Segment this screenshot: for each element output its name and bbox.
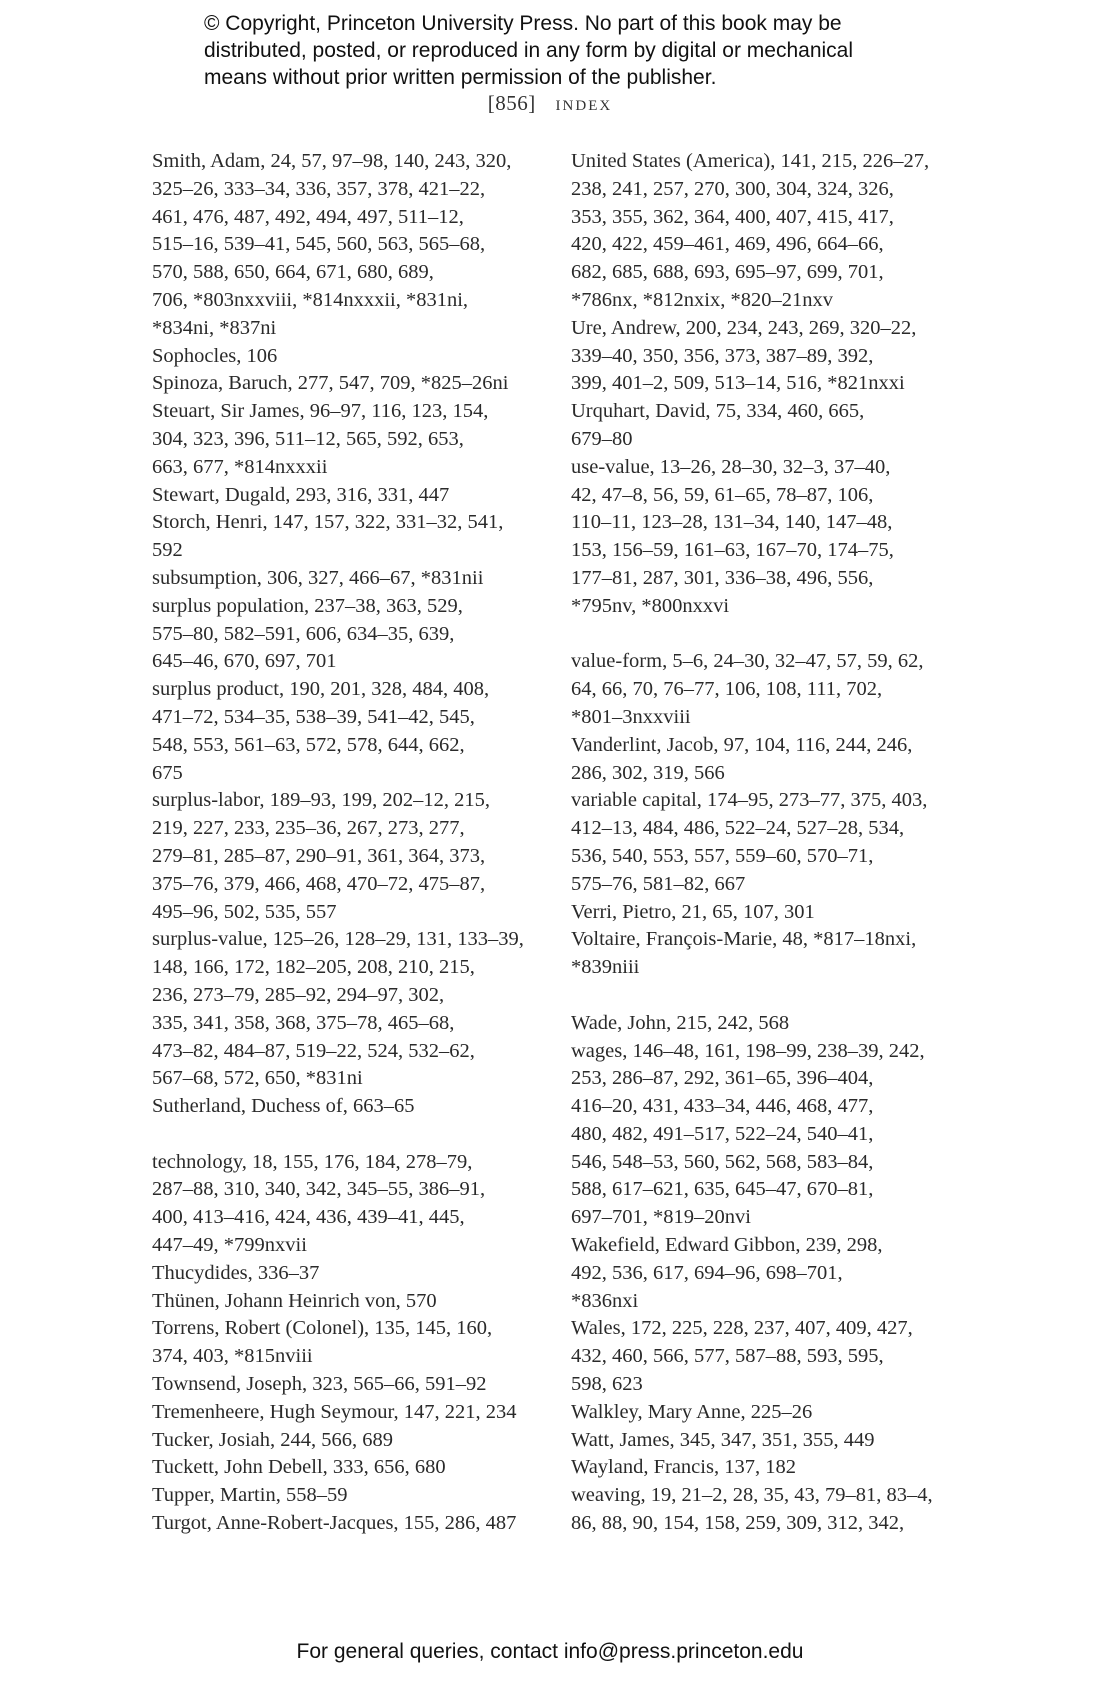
index-entry-heading-line: variable capital, 174–95, 273–77, 375, 403, <box>571 789 928 812</box>
index-entry <box>152 1315 562 1371</box>
index-entry-continuation-line: 325–26, 333–34, 336, 357, 378, 421–22, <box>152 177 486 200</box>
index-entry-continuation-line: 42, 47–8, 56, 59, 61–65, 78–87, 106, <box>571 483 874 506</box>
index-entry <box>152 398 562 481</box>
index-entry-heading-line: value-form, 5–6, 24–30, 32–47, 57, 59, 62, <box>571 650 924 673</box>
index-entry-heading-line: Wakefield, Edward Gibbon, 239, 298, <box>571 1234 883 1257</box>
index-column-left <box>152 148 562 1538</box>
copyright-line: © Copyright, Princeton University Press. No part of this book may be <box>204 12 842 35</box>
index-entry <box>571 899 971 927</box>
index-entry <box>571 315 971 398</box>
index-entry <box>571 1010 971 1038</box>
index-entry-continuation-line: 64, 66, 70, 76–77, 106, 108, 111, 702, <box>571 678 883 701</box>
index-entry <box>152 676 562 787</box>
index-entry-heading-line: Tremenheere, Hugh Seymour, 147, 221, 234 <box>152 1400 517 1423</box>
index-entry-heading-line: Townsend, Joseph, 323, 565–66, 591–92 <box>152 1373 487 1396</box>
index-entry-continuation-line: 238, 241, 257, 270, 300, 304, 324, 326, <box>571 177 894 200</box>
index-entry-heading-line: Wayland, Francis, 137, 182 <box>571 1456 796 1479</box>
index-entry-heading-line: Spinoza, Baruch, 277, 547, 709, *825–26ni <box>152 372 509 395</box>
index-entry-heading-line: Sophocles, 106 <box>152 344 278 367</box>
index-entry-heading-line: technology, 18, 155, 176, 184, 278–79, <box>152 1150 473 1173</box>
index-entry-heading-line: wages, 146–48, 161, 198–99, 238–39, 242, <box>571 1039 925 1062</box>
index-entry <box>152 1427 562 1455</box>
index-entry <box>152 1149 562 1260</box>
index-entry-continuation-line: 471–72, 534–35, 538–39, 541–42, 545, <box>152 705 475 728</box>
index-entry <box>152 593 562 676</box>
index-entry-continuation-line: *839niii <box>571 956 640 979</box>
index-entry-continuation-line: *834ni, *837ni <box>152 316 277 339</box>
copyright-line: distributed, posted, or reproduced in any form by digital or mechanical <box>204 39 854 62</box>
index-entry <box>571 1482 971 1538</box>
index-entry-continuation-line: 588, 617–621, 635, 645–47, 670–81, <box>571 1178 874 1201</box>
index-entry-continuation-line: 153, 156–59, 161–63, 167–70, 174–75, <box>571 539 894 562</box>
index-column-right <box>571 148 971 1538</box>
index-entry <box>152 1510 562 1538</box>
index-entry-continuation-line: 420, 422, 459–461, 469, 496, 664–66, <box>571 233 884 256</box>
index-entry-continuation-line: *801–3nxxviii <box>571 705 691 728</box>
running-head <box>0 91 1100 116</box>
index-entry-continuation-line: 473–82, 484–87, 519–22, 524, 532–62, <box>152 1039 475 1062</box>
index-entry-heading-line: Wales, 172, 225, 228, 237, 407, 409, 427, <box>571 1317 913 1340</box>
index-entry-heading-line: Smith, Adam, 24, 57, 97–98, 140, 243, 320, <box>152 150 512 172</box>
index-entry-heading-line: Thucydides, 336–37 <box>152 1261 320 1284</box>
index-entry <box>571 1038 971 1233</box>
index-entry <box>152 565 562 593</box>
index-entry-heading-line: surplus-value, 125–26, 128–29, 131, 133–39, <box>152 928 524 951</box>
index-entry-continuation-line: 575–80, 582–591, 606, 634–35, 639, <box>152 622 455 645</box>
index-entry <box>152 482 562 510</box>
index-entry-continuation-line: 286, 302, 319, 566 <box>571 761 725 784</box>
index-entry-continuation-line: 236, 273–79, 285–92, 294–97, 302, <box>152 983 445 1006</box>
index-entry-continuation-line: 536, 540, 553, 557, 559–60, 570–71, <box>571 844 874 867</box>
index-entry-heading-line: Watt, James, 345, 347, 351, 355, 449 <box>571 1428 875 1451</box>
index-entry-heading-line: Turgot, Anne-Robert-Jacques, 155, 286, 487 <box>152 1512 517 1535</box>
index-entry <box>571 454 971 621</box>
index-entry-continuation-line: 374, 403, *815nviii <box>152 1345 313 1368</box>
index-entry-continuation-line: 110–11, 123–28, 131–34, 140, 147–48, <box>571 511 893 534</box>
index-entry-continuation-line: 339–40, 350, 356, 373, 387–89, 392, <box>571 344 874 367</box>
index-entry-continuation-line: 253, 286–87, 292, 361–65, 396–404, <box>571 1067 874 1090</box>
index-entry-heading-line: surplus product, 190, 201, 328, 484, 408, <box>152 678 490 701</box>
index-entry-continuation-line: 682, 685, 688, 693, 695–97, 699, 701, <box>571 261 884 284</box>
index-entry-heading-line: Tupper, Martin, 558–59 <box>152 1484 348 1507</box>
index-entry-heading-line: Tuckett, John Debell, 333, 656, 680 <box>152 1456 446 1479</box>
index-entry <box>571 1427 971 1455</box>
index-entry <box>571 926 971 982</box>
index-entry-continuation-line: 592 <box>152 539 183 562</box>
index-entry-continuation-line: 148, 166, 172, 182–205, 208, 210, 215, <box>152 956 475 979</box>
index-entry <box>571 787 971 898</box>
index-entry-heading-line: Torrens, Robert (Colonel), 135, 145, 160, <box>152 1317 493 1340</box>
index-entry-heading-line: Urquhart, David, 75, 334, 460, 665, <box>571 400 865 423</box>
index-entry <box>152 1482 562 1510</box>
index-entry-heading-line: Tucker, Josiah, 244, 566, 689 <box>152 1428 394 1451</box>
index-entry <box>571 398 971 454</box>
index-entry-continuation-line: 400, 413–416, 424, 436, 439–41, 445, <box>152 1206 465 1229</box>
index-entry-heading-line: surplus population, 237–38, 363, 529, <box>152 594 463 617</box>
index-entry-continuation-line: *786nx, *812nxix, *820–21nxv <box>571 288 833 311</box>
copyright-notice <box>204 10 924 91</box>
index-entry-heading-line: use-value, 13–26, 28–30, 32–3, 37–40, <box>571 455 891 478</box>
index-entry-continuation-line: 679–80 <box>571 427 633 450</box>
letter-section-gap <box>571 621 971 649</box>
index-entry-continuation-line: 432, 460, 566, 577, 587–88, 593, 595, <box>571 1345 884 1368</box>
index-entry-continuation-line: 86, 88, 90, 154, 158, 259, 309, 312, 342, <box>571 1512 905 1535</box>
index-entry-continuation-line: 495–96, 502, 535, 557 <box>152 900 337 923</box>
index-entry-continuation-line: 177–81, 287, 301, 336–38, 496, 556, <box>571 566 874 589</box>
index-entry <box>571 648 971 731</box>
index-entry-continuation-line: 706, *803nxxviii, *814nxxxii, *831ni, <box>152 288 469 311</box>
index-entry-heading-line: Walkley, Mary Anne, 225–26 <box>571 1400 813 1423</box>
index-entry-continuation-line: 304, 323, 396, 511–12, 565, 592, 653, <box>152 427 464 450</box>
index-entry-continuation-line: 447–49, *799nxvii <box>152 1234 307 1257</box>
index-entry-heading-line: United States (America), 141, 215, 226–27, <box>571 150 930 172</box>
page-title: index <box>555 91 613 115</box>
index-entry <box>152 1288 562 1316</box>
index-entry-heading-line: Thünen, Johann Heinrich von, 570 <box>152 1289 437 1312</box>
index-entry <box>152 1093 562 1121</box>
index-entry-continuation-line: 567–68, 572, 650, *831ni <box>152 1067 363 1090</box>
index-entry-continuation-line: 645–46, 670, 697, 701 <box>152 650 337 673</box>
index-entry <box>152 1260 562 1288</box>
letter-section-gap <box>571 982 971 1010</box>
index-entry-continuation-line: 546, 548–53, 560, 562, 568, 583–84, <box>571 1150 874 1173</box>
index-entry <box>152 370 562 398</box>
index-entry <box>152 1454 562 1482</box>
index-entry <box>152 148 562 343</box>
index-entry <box>152 509 562 565</box>
index-entry-continuation-line: *836nxi <box>571 1289 639 1312</box>
index-entry-continuation-line: 412–13, 484, 486, 522–24, 527–28, 534, <box>571 817 905 840</box>
index-entry <box>152 926 562 1093</box>
footer-contact: For general queries, contact info@press.princeton.edu <box>296 1640 804 1663</box>
index-entry-continuation-line: 287–88, 310, 340, 342, 345–55, 386–91, <box>152 1178 486 1201</box>
index-entry <box>571 148 971 315</box>
index-entry-continuation-line: 399, 401–2, 509, 513–14, 516, *821nxxi <box>571 372 905 395</box>
letter-section-gap <box>152 1121 562 1149</box>
index-entry <box>152 343 562 371</box>
index-entry-heading-line: Ure, Andrew, 200, 234, 243, 269, 320–22, <box>571 316 917 339</box>
index-entry <box>571 1454 971 1482</box>
index-entry <box>571 1399 971 1427</box>
index-entry-heading-line: Wade, John, 215, 242, 568 <box>571 1011 790 1034</box>
index-entry-continuation-line: 515–16, 539–41, 545, 560, 563, 565–68, <box>152 233 486 256</box>
page-number: [856] <box>487 91 536 115</box>
index-entry-continuation-line: 219, 227, 233, 235–36, 267, 273, 277, <box>152 817 465 840</box>
index-entry-continuation-line: 663, 677, *814nxxxii <box>152 455 328 478</box>
index-entry <box>571 1315 971 1398</box>
index-entry-continuation-line: 279–81, 285–87, 290–91, 361, 364, 373, <box>152 844 486 867</box>
index-entry-continuation-line: 697–701, *819–20nvi <box>571 1206 751 1229</box>
index-entry-continuation-line: 675 <box>152 761 183 784</box>
index-entry-heading-line: subsumption, 306, 327, 466–67, *831nii <box>152 566 484 589</box>
index-entry-continuation-line: 480, 482, 491–517, 522–24, 540–41, <box>571 1122 874 1145</box>
index-entry <box>152 787 562 926</box>
index-entry-heading-line: surplus-labor, 189–93, 199, 202–12, 215, <box>152 789 490 812</box>
index-entry-continuation-line: 598, 623 <box>571 1373 643 1396</box>
index-entry-heading-line: Steuart, Sir James, 96–97, 116, 123, 154, <box>152 400 489 423</box>
index-entry-continuation-line: 461, 476, 487, 492, 494, 497, 511–12, <box>152 205 464 228</box>
index-entry-continuation-line: *795nv, *800nxxvi <box>571 594 730 617</box>
index-entry <box>571 1232 971 1315</box>
index-entry-heading-line: Sutherland, Duchess of, 663–65 <box>152 1095 415 1118</box>
index-entry-continuation-line: 335, 341, 358, 368, 375–78, 465–68, <box>152 1011 455 1034</box>
index-entry-heading-line: Stewart, Dugald, 293, 316, 331, 447 <box>152 483 450 506</box>
index-entry-continuation-line: 570, 588, 650, 664, 671, 680, 689, <box>152 261 434 284</box>
index-entry-heading-line: Verri, Pietro, 21, 65, 107, 301 <box>571 900 815 923</box>
copyright-line: means without prior written permission of the publisher. <box>204 66 717 89</box>
index-entry-heading-line: weaving, 19, 21–2, 28, 35, 43, 79–81, 83–4, <box>571 1484 933 1507</box>
index-entry <box>571 732 971 788</box>
index-entry-heading-line: Storch, Henri, 147, 157, 322, 331–32, 541, <box>152 511 504 534</box>
index-entry-continuation-line: 416–20, 431, 433–34, 446, 468, 477, <box>571 1095 874 1118</box>
index-entry-continuation-line: 548, 553, 561–63, 572, 578, 644, 662, <box>152 733 465 756</box>
index-entry-continuation-line: 492, 536, 617, 694–96, 698–701, <box>571 1261 843 1284</box>
index-entry-continuation-line: 353, 355, 362, 364, 400, 407, 415, 417, <box>571 205 894 228</box>
index-entry-heading-line: Voltaire, François-Marie, 48, *817–18nxi, <box>571 928 917 951</box>
index-entry-continuation-line: 575–76, 581–82, 667 <box>571 872 746 895</box>
index-entry <box>152 1399 562 1427</box>
index-entry-heading-line: Vanderlint, Jacob, 97, 104, 116, 244, 246, <box>571 733 913 756</box>
index-entry <box>152 1371 562 1399</box>
index-entry-continuation-line: 375–76, 379, 466, 468, 470–72, 475–87, <box>152 872 486 895</box>
